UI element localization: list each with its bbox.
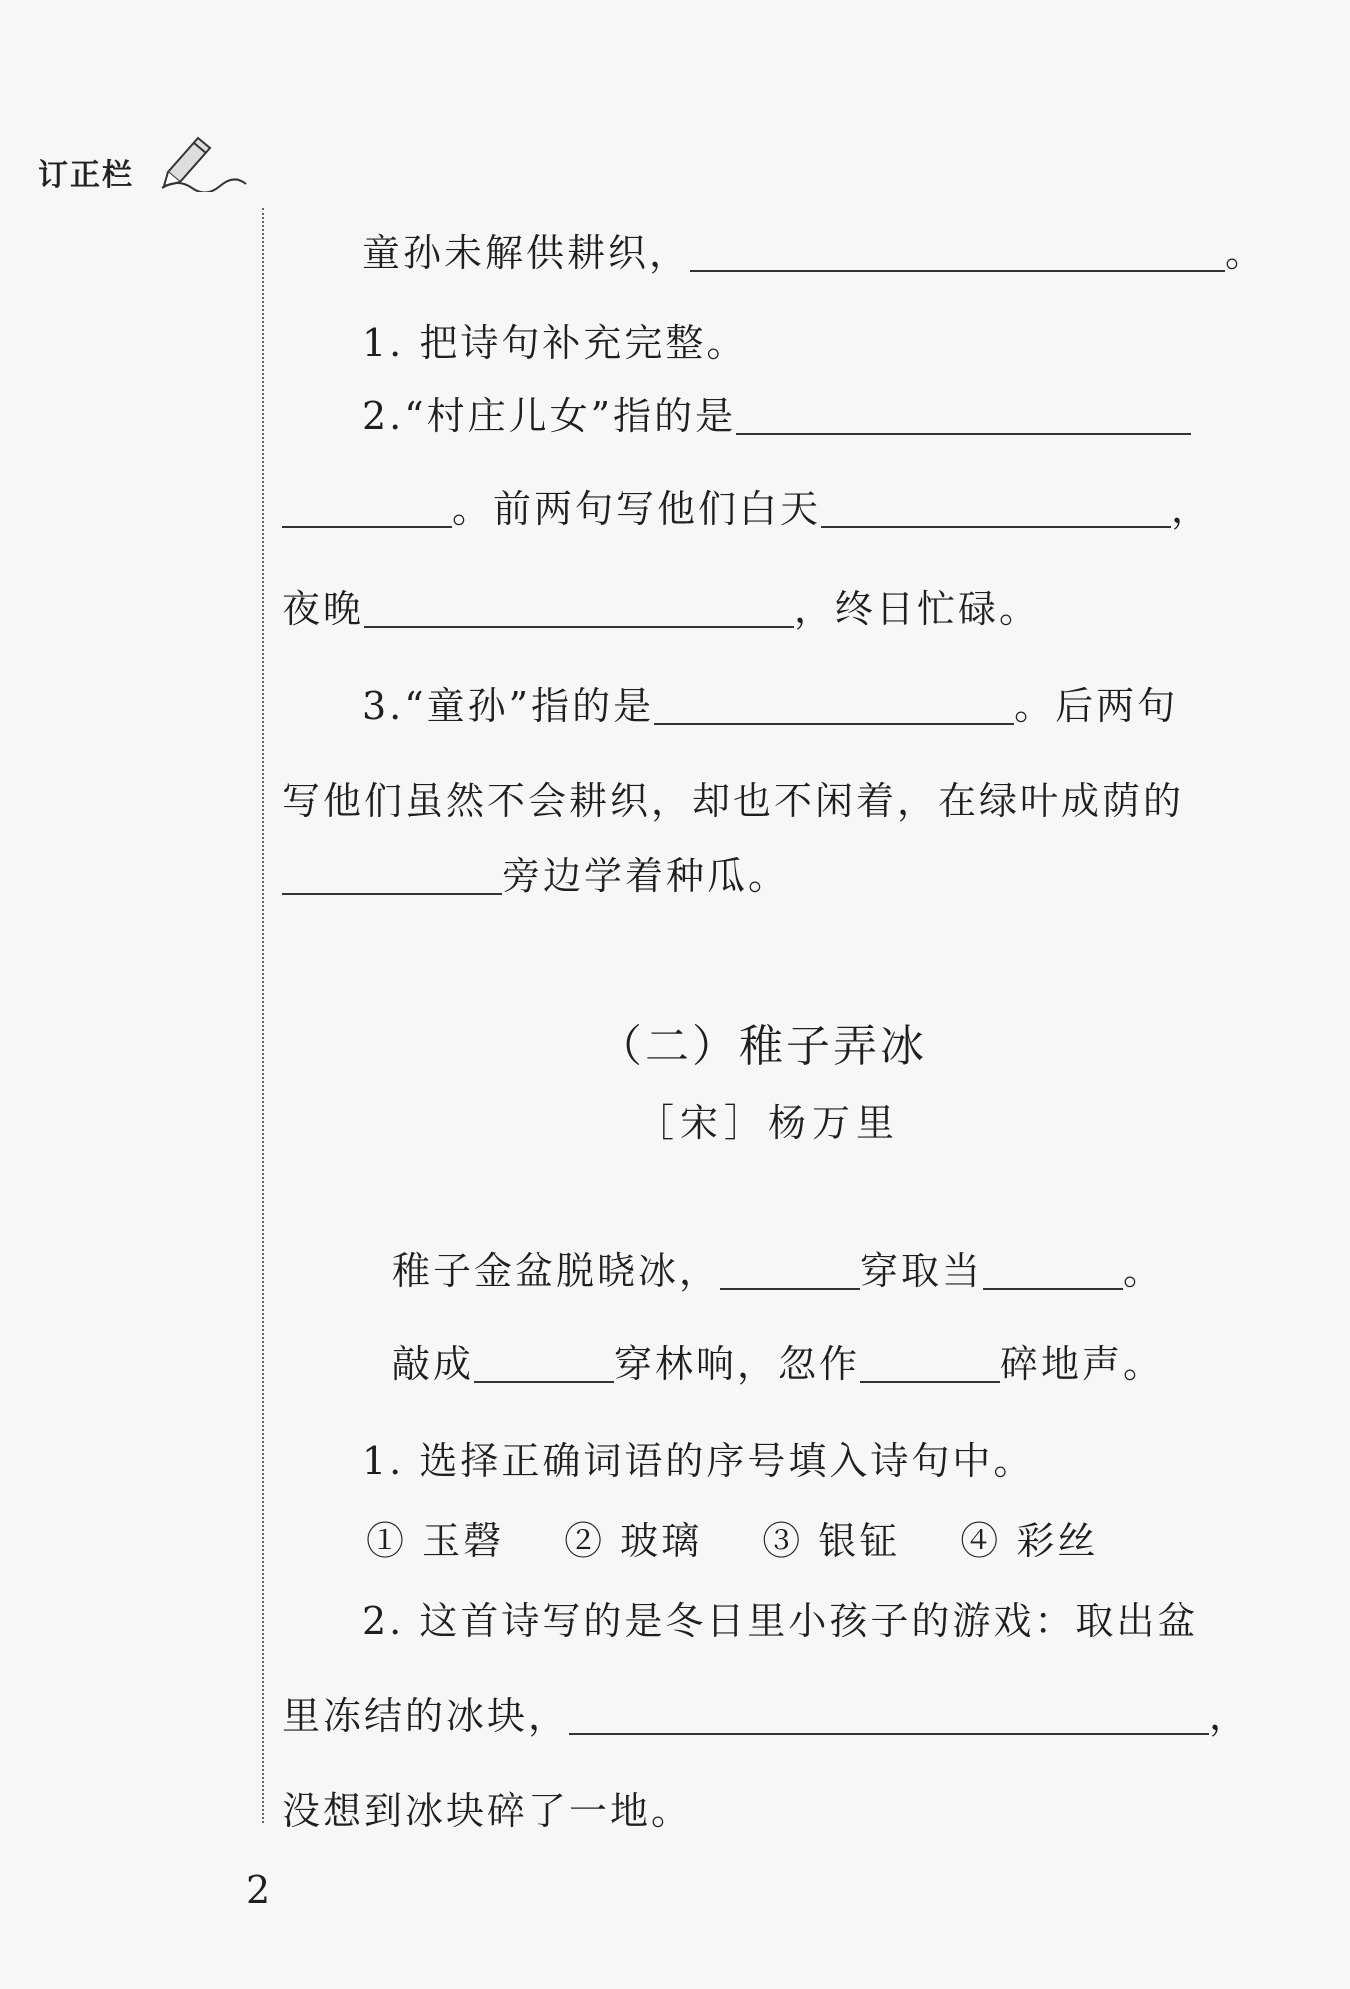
answer-blank[interactable] (860, 1343, 1000, 1383)
margin-divider (262, 208, 264, 1823)
poem2-line-2: 敲成 穿林响，忽作 碎地声。 (392, 1342, 1165, 1386)
poem1-question-2-cont: 。前两句写他们白天 ， (282, 478, 1212, 533)
poem1-question-2-end: 夜晚 ，终日忙碌。 (282, 587, 1041, 631)
poem2-question-2-cont: 里冻结的冰块， ， (282, 1694, 1251, 1738)
poem2-line-1: 稚子金盆脱晓冰， 穿取当 。 (392, 1249, 1165, 1293)
poem1-question-2: 2.“村庄儿女”指的是 (362, 385, 1191, 440)
pencil-icon (158, 132, 248, 192)
answer-blank[interactable] (474, 1343, 614, 1383)
answer-blank[interactable] (821, 488, 1171, 528)
answer-blank[interactable] (720, 1250, 860, 1290)
poem1-question-3-end: 旁边学着种瓜。 (282, 845, 789, 900)
answer-blank[interactable] (364, 588, 794, 628)
poem2-question-1: 1. 选择正确词语的序号填入诗句中。 (362, 1439, 1035, 1483)
option-4[interactable]: ④ 彩丝 (960, 1519, 1099, 1563)
answer-blank[interactable] (690, 232, 1225, 272)
poem1-question-1: 1. 把诗句补充完整。 (362, 321, 748, 365)
option-2[interactable]: ② 玻璃 (564, 1519, 703, 1563)
page-number: 2 (246, 1868, 271, 1912)
poem2-question-2: 2. 这首诗写的是冬日里小孩子的游戏：取出盆 (362, 1599, 1199, 1643)
answer-blank[interactable] (569, 1695, 1209, 1735)
answer-blank[interactable] (983, 1250, 1123, 1290)
answer-blank[interactable] (736, 395, 1191, 435)
correction-column-label: 订正栏 (38, 158, 134, 193)
poem2-title: （二）稚子弄冰 (598, 1021, 927, 1072)
poem1-question-3-cont: 写他们虽然不会耕织，却也不闲着，在绿叶成荫的 (282, 779, 1185, 823)
option-1[interactable]: ① 玉磬 (366, 1519, 505, 1563)
option-3[interactable]: ③ 银钲 (762, 1519, 901, 1563)
options-row (366, 1510, 1098, 1565)
poem2-author: ［宋］杨万里 (636, 1101, 901, 1145)
poem1-last-line: 童孙未解供耕织， 。 (362, 231, 1267, 275)
answer-blank[interactable] (282, 488, 452, 528)
answer-blank[interactable] (282, 855, 502, 895)
poem1-question-3: 3.“童孙”指的是 。后两句 (362, 684, 1179, 728)
poem2-question-2-end: 没想到冰块碎了一地。 (282, 1789, 693, 1833)
answer-blank[interactable] (654, 685, 1014, 725)
